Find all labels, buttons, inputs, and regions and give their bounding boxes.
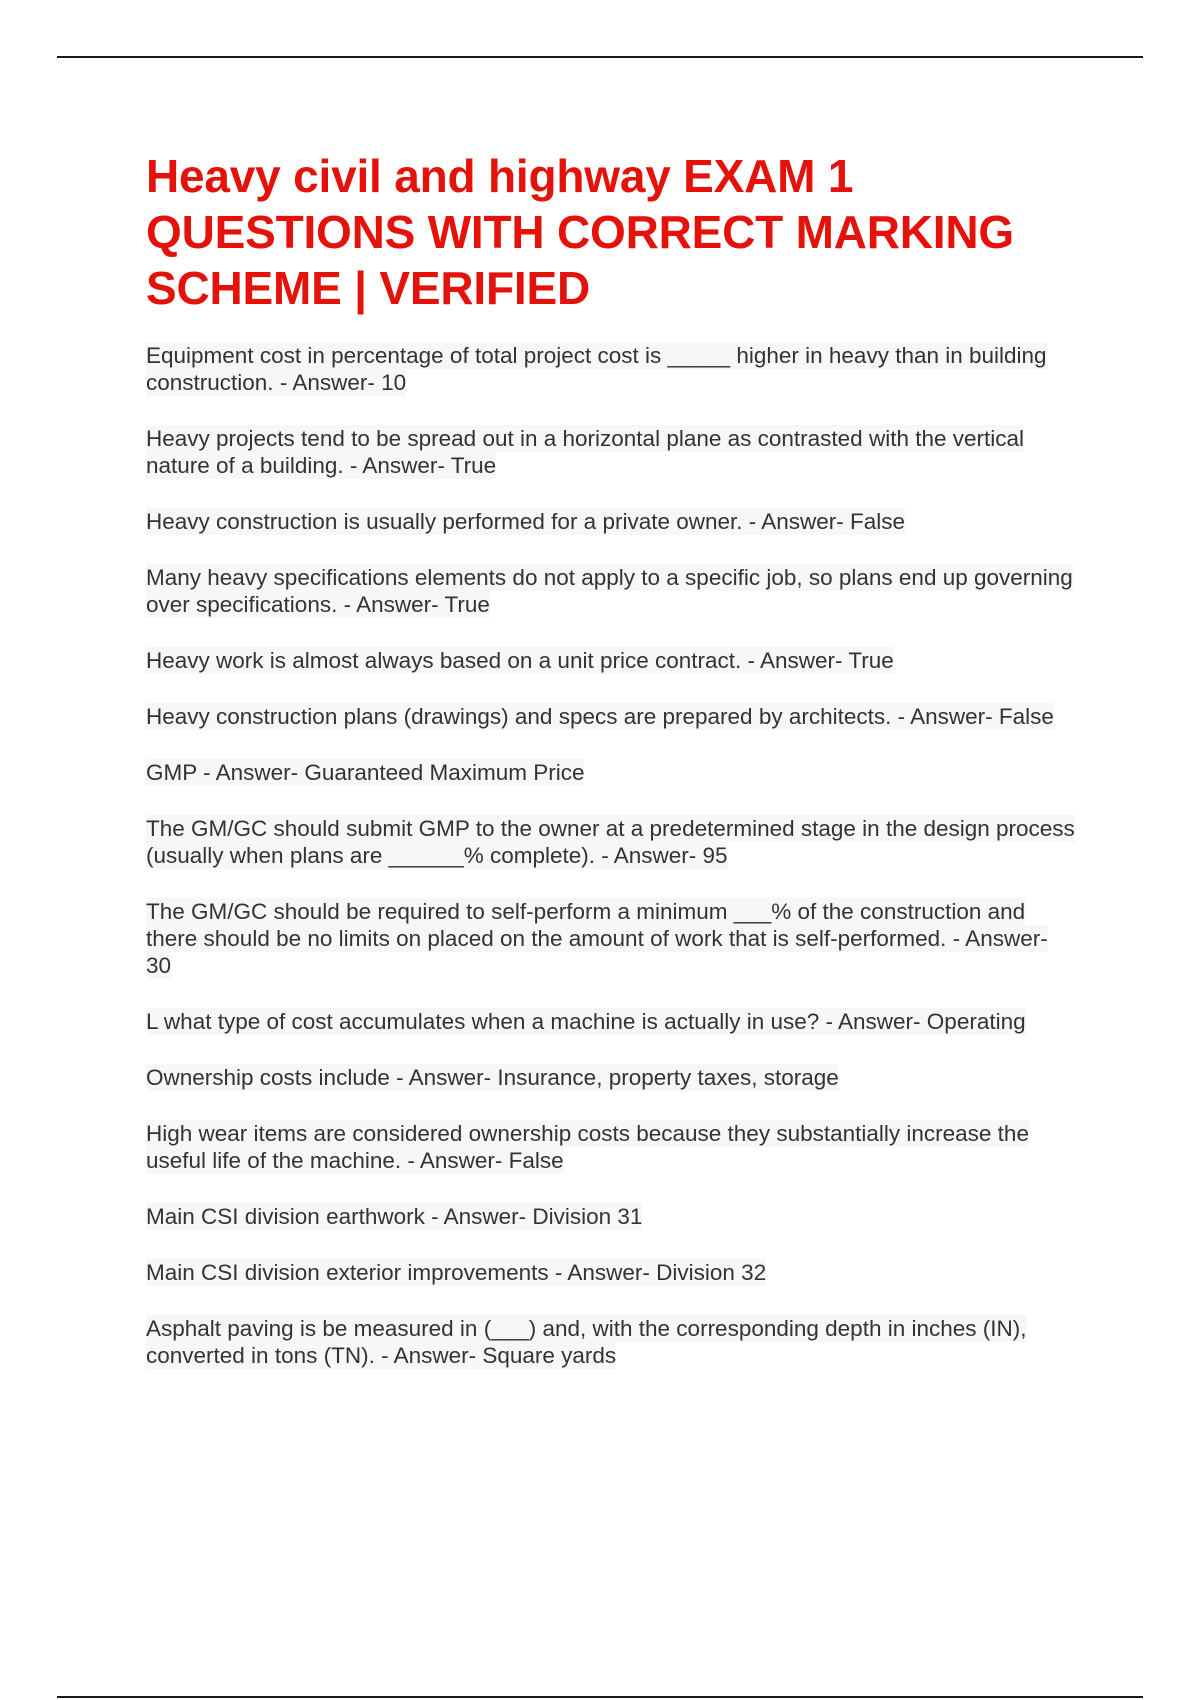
- top-rule: [57, 56, 1143, 58]
- qa-item: [146, 1315, 1076, 1369]
- qa-item: [146, 425, 1076, 479]
- qa-item: [146, 1203, 1076, 1230]
- qa-item: [146, 647, 1076, 674]
- bottom-rule: [57, 1696, 1143, 1698]
- qa-item: [146, 1120, 1076, 1174]
- qa-item: [146, 703, 1076, 730]
- qa-text: The GM/GC should submit GMP to the owner at a predetermined stage in the design process (usually when plans are ______% complete). - Answer- 95: [146, 816, 1075, 868]
- qa-text: Heavy construction is usually performed for a private owner. - Answer- False: [146, 509, 906, 534]
- qa-text: Many heavy specifications elements do not apply to a specific job, so plans end up governing over specifications. - Answer- True: [146, 565, 1073, 617]
- qa-item: [146, 1259, 1076, 1286]
- document-body: [146, 148, 1076, 1398]
- qa-text: Heavy work is almost always based on a unit price contract. - Answer- True: [146, 648, 894, 673]
- qa-item: [146, 815, 1076, 869]
- qa-item: [146, 342, 1076, 396]
- document-title: Heavy civil and highway EXAM 1 QUESTIONS WITH CORRECT MARKING SCHEME | VERIFIED: [146, 150, 1014, 314]
- qa-text: L what type of cost accumulates when a machine is actually in use? - Answer- Operating: [146, 1009, 1026, 1034]
- qa-text: High wear items are considered ownership costs because they substantially increase the useful life of the machine. - Answer- False: [146, 1121, 1029, 1173]
- qa-text: Main CSI division earthwork - Answer- Division 31: [146, 1204, 643, 1229]
- qa-text: Equipment cost in percentage of total project cost is _____ higher in heavy than in building construction. - Answer- 10: [146, 343, 1047, 395]
- qa-item: [146, 1008, 1076, 1035]
- qa-item: [146, 1064, 1076, 1091]
- qa-text: GMP - Answer- Guaranteed Maximum Price: [146, 760, 585, 785]
- qa-item: [146, 898, 1076, 979]
- qa-item: [146, 564, 1076, 618]
- qa-item: [146, 759, 1076, 786]
- qa-text: Asphalt paving is be measured in (___) and, with the corresponding depth in inches (IN), converted in tons (TN). - Answer- Square yards: [146, 1316, 1027, 1368]
- qa-text: The GM/GC should be required to self-perform a minimum ___% of the construction and there should be no limits on placed on the amount of work that is self-performed. - Answer- 30: [146, 899, 1048, 978]
- qa-text: Heavy construction plans (drawings) and specs are prepared by architects. - Answer- False: [146, 704, 1054, 729]
- qa-text: Ownership costs include - Answer- Insurance, property taxes, storage: [146, 1065, 839, 1090]
- qa-list: [146, 342, 1076, 1369]
- qa-text: Heavy projects tend to be spread out in a horizontal plane as contrasted with the vertical nature of a building. - Answer- True: [146, 426, 1025, 478]
- qa-item: [146, 508, 1076, 535]
- qa-text: Main CSI division exterior improvements - Answer- Division 32: [146, 1260, 767, 1285]
